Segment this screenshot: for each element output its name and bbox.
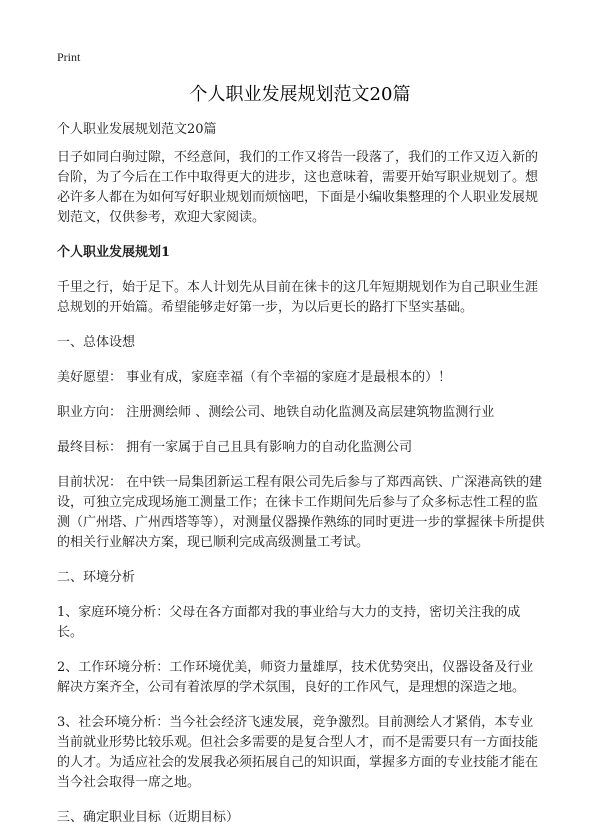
heading-environment-analysis: 二、环境分析 xyxy=(57,570,136,585)
work-environment-paragraph: 2、工作环境分析：工作环境优美，师资力量雄厚，技术优势突出，仪器设备及行业解决方案齐全，公司有着浓厚的学术氛围，良好的工作风气，是理想的深造之地。 xyxy=(57,660,534,695)
page-title: 个人职业发展规划范文20篇 xyxy=(189,84,411,105)
vision-paragraph: 美好愿望： 事业有成，家庭幸福（有个幸福的家庭才是最根本的）！ xyxy=(57,370,452,385)
print-link[interactable]: Print xyxy=(57,50,81,64)
final-goal-paragraph: 最终目标： 拥有一家属于自己且具有影响力的自动化监测公司 xyxy=(57,440,413,455)
heading-career-goal: 三、确定职业目标（近期目标） xyxy=(57,810,240,825)
section-heading-plan-1: 个人职业发展规划1 xyxy=(57,245,171,260)
plan-1-intro-paragraph: 千里之行，始于足下。本人计划先从目前在徕卡的这几年短期规划作为自己职业生涯总规划的开始篇。希望能够走好第一步，为以后更长的路打下坚实基础。 xyxy=(57,280,539,315)
article-body xyxy=(57,120,545,828)
family-environment-paragraph: 1、家庭环境分析：父母在各方面都对我的事业给与大力的支持，密切关注我的成长。 xyxy=(57,605,521,640)
current-status-paragraph: 目前状况： 在中铁一局集团新运工程有限公司先后参与了郑西高铁、广深港高铁的建设，可独立完成现场施工测量工作；在徕卡工作期间先后参与了众多标志性工程的监测（广州塔、广州西塔等等），对测量仪器操作熟练的同时更进一步的掌握徕卡所提供的相关行业解决方案，现已顺利完成高级测量工考试。 xyxy=(57,475,545,550)
career-direction-paragraph: 职业方向： 注册测绘师 、测绘公司、地铁自动化监测及高层建筑物监测行业 xyxy=(57,405,495,420)
article-subtitle: 个人职业发展规划范文20篇 xyxy=(57,122,217,137)
social-environment-paragraph: 3、社会环境分析：当今社会经济飞速发展，竞争激烈。目前测绘人才紧俏，本专业当前就业形势比较乐观。但社会多需要的是复合型人才，而不是需要只有一方面技能的人才。为适应社会的发展我必须拓展自己的知识面，掌握多方面的专业技能才能在当今社会取得一席之地。 xyxy=(57,715,539,790)
intro-paragraph: 日子如同白驹过隙，不经意间，我们的工作又将告一段落了，我们的工作又迈入新的台阶，为了今后在工作中取得更大的进步，这也意味着，需要开始写职业规划了。想必许多人都在为如何写好职业规划而烦恼吧，下面是小编收集整理的个人职业发展规划范文，仅供参考，欢迎大家阅读。 xyxy=(57,150,539,225)
heading-overall-vision: 一、总体设想 xyxy=(57,335,136,350)
